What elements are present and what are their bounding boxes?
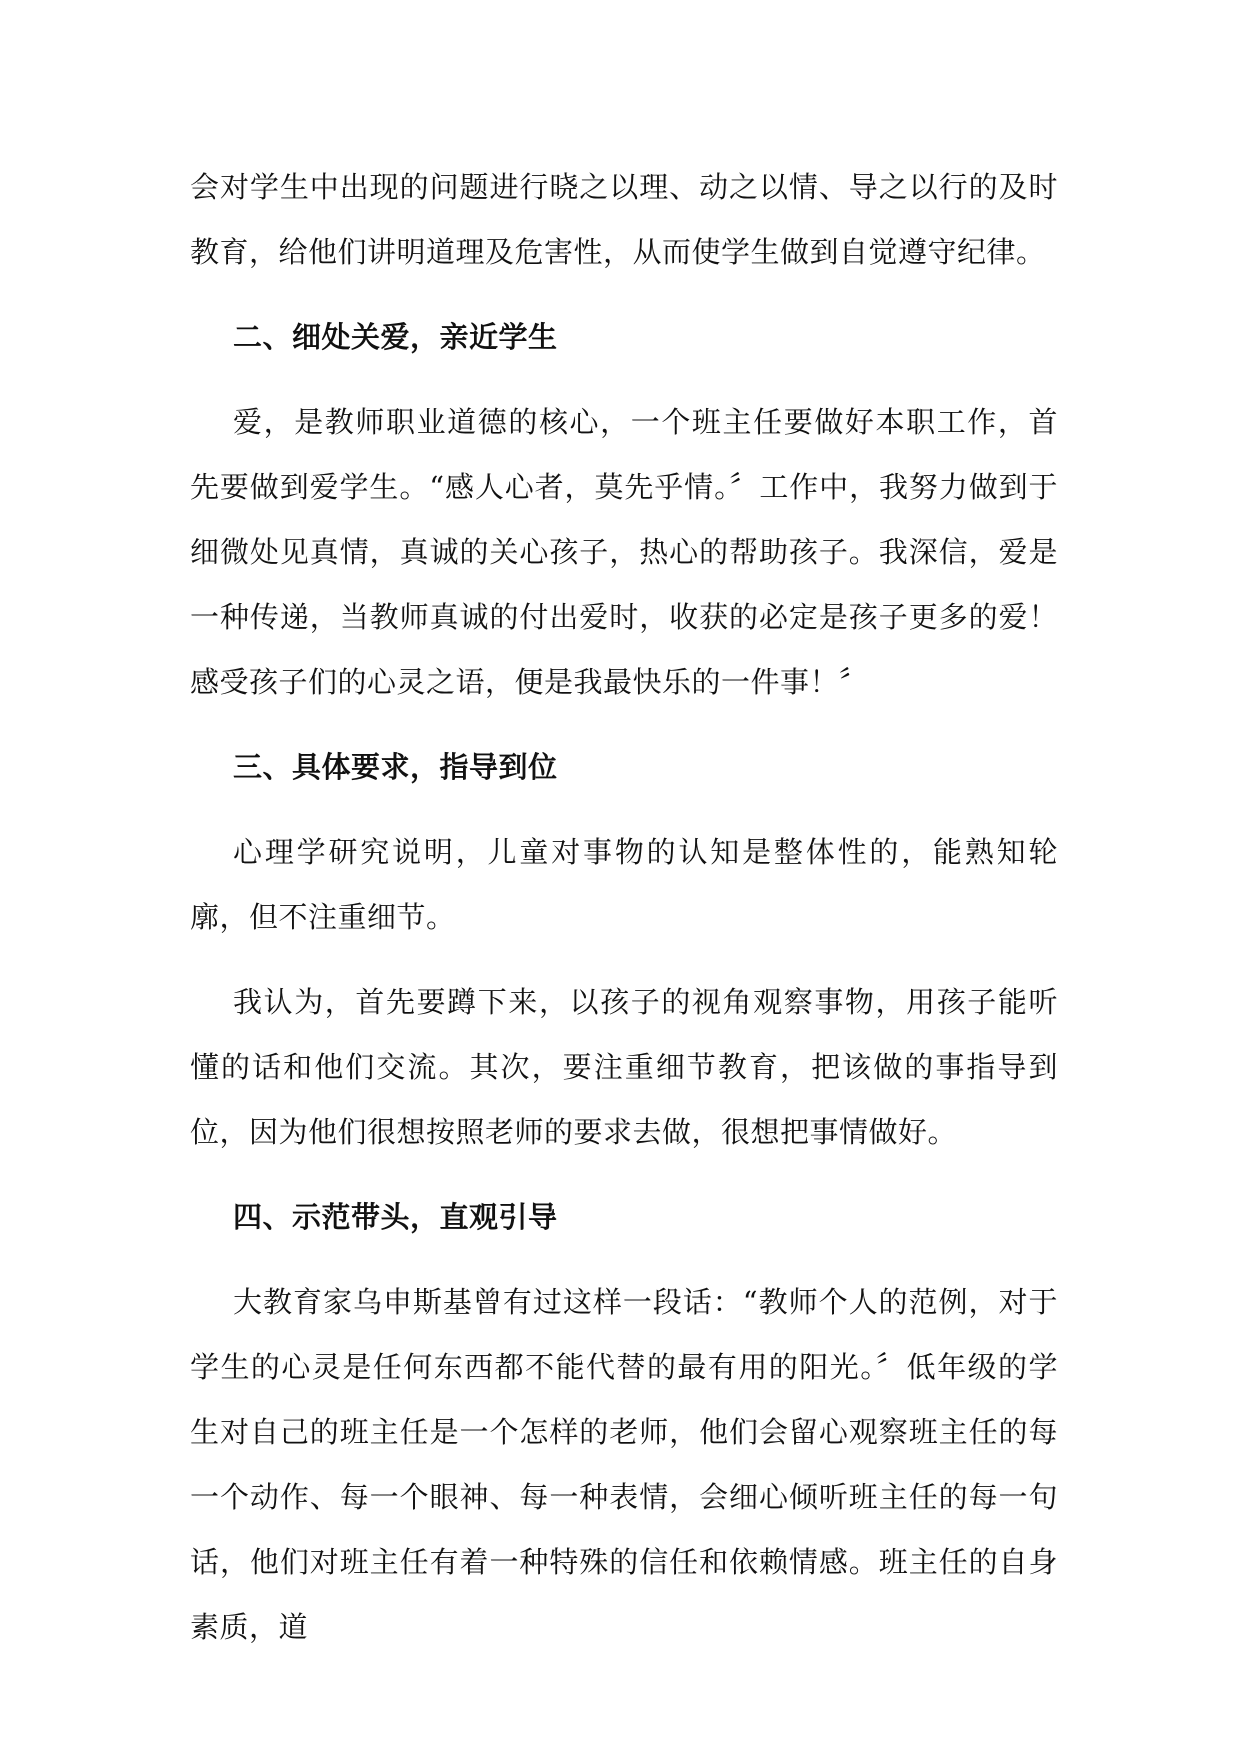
section-heading-4: 四、示范带头，直观引导 [233, 1200, 558, 1234]
paragraph-example: 大教育家乌申斯基曾有过这样一段话：“教师个人的范例，对于学生的心灵是任何东西都不能代替的最有用的阳光。〞低年级的学生对自己的班主任是一个怎样的老师，他们会留心观察班主任的每一个动作、每一个眼神、每一种表情，会细心倾听班主任的每一句话，他们对班主任有着一种特殊的信任和依赖情感。班主任的自身素质，道 [190, 1285, 1058, 1644]
paragraph-continuation: 会对学生中出现的问题进行晓之以理、动之以情、导之以行的及时教育，给他们讲明道理及危害性，从而使学生做到自觉遵守纪律。 [190, 170, 1058, 269]
paragraph-love: 爱，是教师职业道德的核心，一个班主任要做好本职工作，首先要做到爱学生。“感人心者，莫先乎情。〞工作中，我努力做到于细微处见真情，真诚的关心孩子，热心的帮助孩子。我深信，爱是一种传递，当教师真诚的付出爱时，收获的必定是孩子更多的爱！感受孩子们的心灵之语，便是我最快乐的一件事！〞 [190, 405, 1058, 699]
document-body [190, 155, 1058, 1680]
section-heading-2: 二、细处关爱，亲近学生 [233, 320, 558, 354]
section-heading-3: 三、具体要求，指导到位 [233, 750, 558, 784]
paragraph-psychology: 心理学研究说明，儿童对事物的认知是整体性的，能熟知轮廓，但不注重细节。 [190, 835, 1058, 934]
paragraph-details: 我认为，首先要蹲下来，以孩子的视角观察事物，用孩子能听懂的话和他们交流。其次，要注重细节教育，把该做的事指导到位，因为他们很想按照老师的要求去做，很想把事情做好。 [190, 985, 1058, 1149]
